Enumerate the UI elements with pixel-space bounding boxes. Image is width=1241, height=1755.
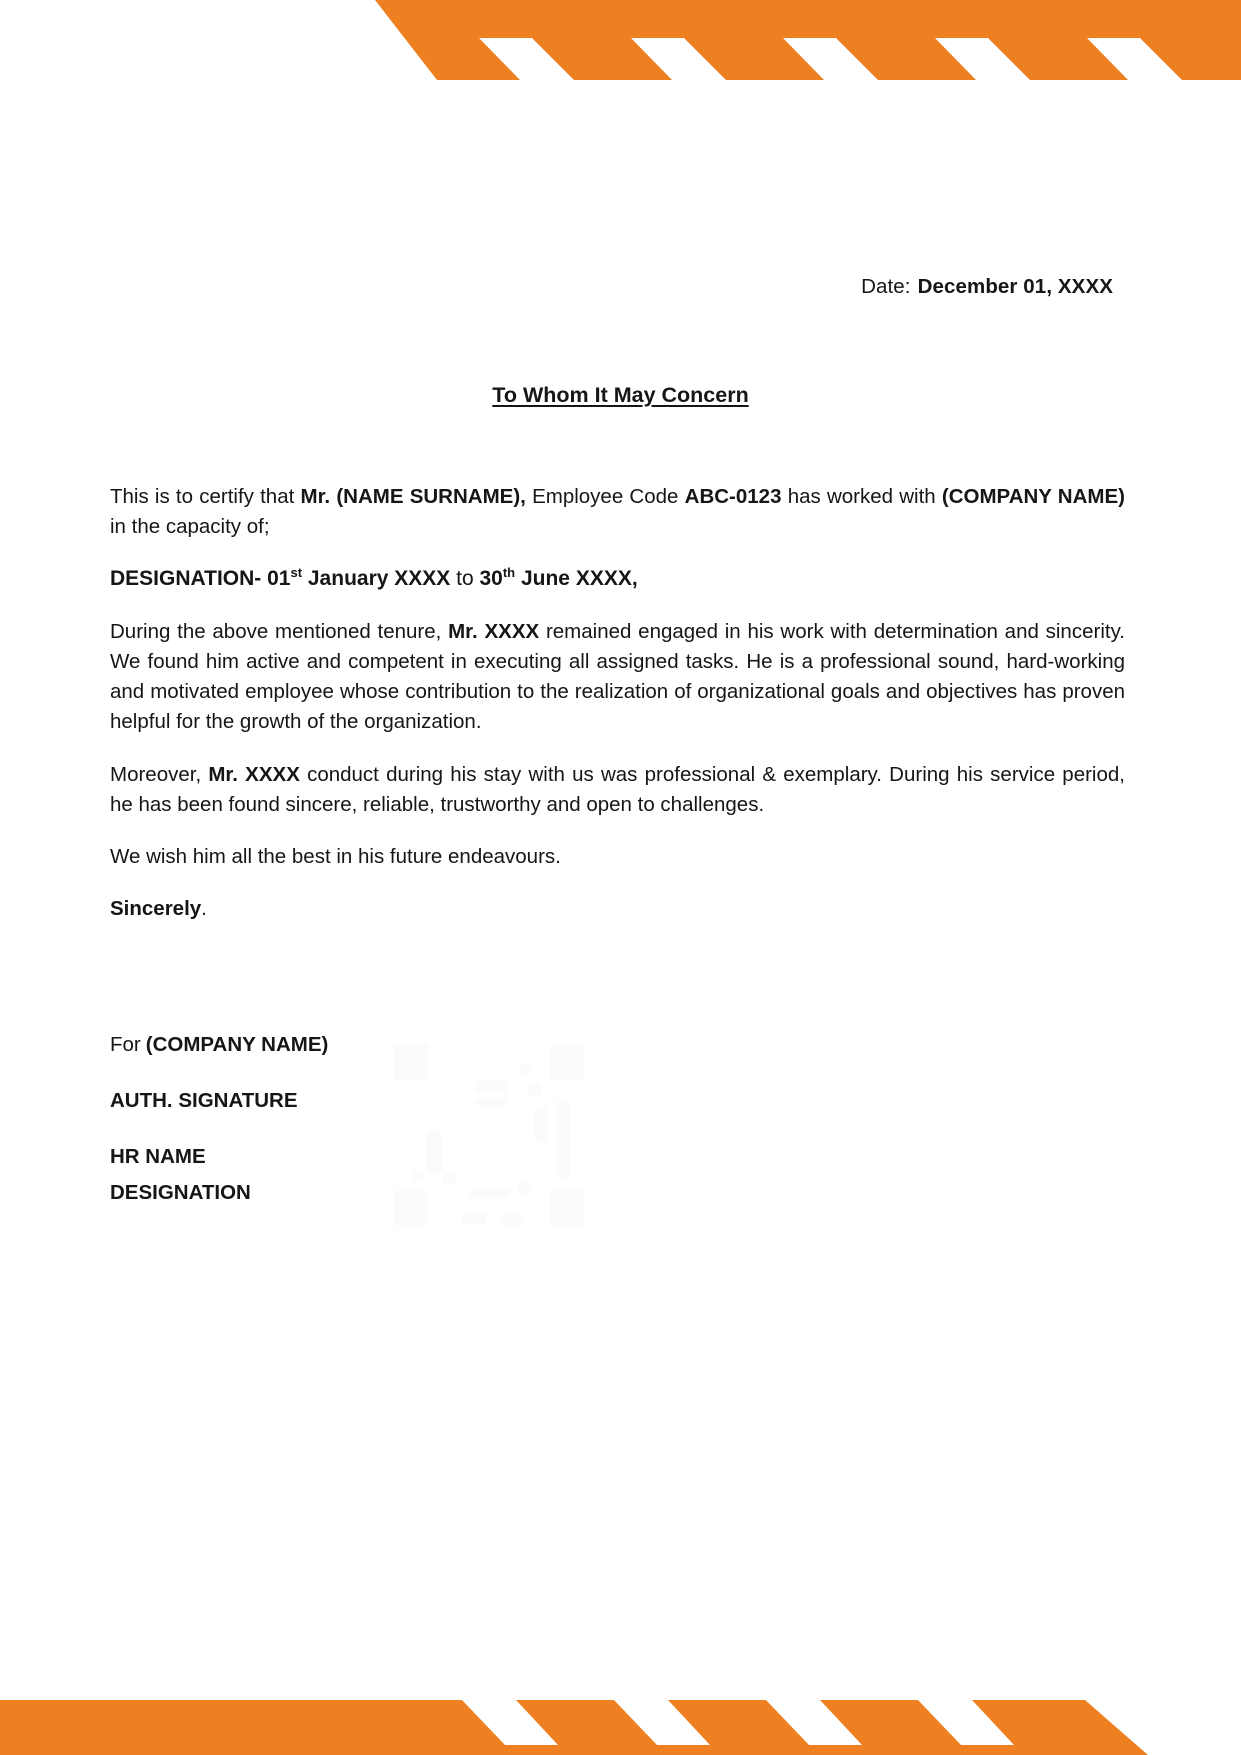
intro-text-a: This is to certify that [110, 485, 301, 508]
designation-connector: to [450, 567, 480, 591]
intro-company-name: (COMPANY NAME) [941, 485, 1125, 508]
sincerely-word: Sincerely [110, 896, 202, 920]
page-title [110, 383, 1131, 408]
signature-designation: DESIGNATION [110, 1181, 251, 1205]
signature-hr-name: HR NAME [110, 1145, 206, 1169]
tenure-text-c: remained engaged in his work with determination and sincerity. We found him active and competent in executing all assigned tasks. He is a professional sound, hard-working and motivated employee whose contribution to the realization of organizational goals and objectives has proven helpful for the growth of the organization. [110, 620, 1125, 734]
paragraph-sincerely [110, 894, 1125, 924]
intro-employee-name: Mr. (NAME SURNAME), [300, 485, 526, 508]
signature-auth-line [110, 1086, 810, 1116]
letter-body [110, 0, 1131, 1755]
paragraph-tenure [110, 617, 1125, 738]
designation-end-month: June XXXX, [515, 567, 638, 591]
paragraph-conduct [110, 760, 1125, 820]
paragraph-designation-period [110, 564, 1125, 595]
tenure-employee-name: Mr. XXXX [448, 620, 540, 644]
designation-start-month: January XXXX [302, 567, 451, 591]
signature-auth-text: AUTH. SIGNATURE [110, 1089, 298, 1113]
intro-employee-code: ABC-0123 [684, 485, 782, 508]
date-line [861, 275, 1113, 299]
paragraph-closing-wish: We wish him all the best in his future endeavours. [110, 844, 561, 868]
signature-for-company [110, 1030, 810, 1060]
signature-block [110, 1030, 810, 1235]
designation-start-ordinal: st [290, 565, 303, 581]
tenure-text-a: During the above mentioned tenure, [110, 620, 449, 644]
designation-end-ordinal: th [502, 565, 516, 581]
conduct-text-a: Moreover, [110, 762, 209, 786]
sincerely-punctuation: . [201, 896, 207, 920]
conduct-employee-name: Mr. XXXX [208, 762, 300, 786]
conduct-text-c: conduct during his stay with us was professional & exemplary. During his service period, he has been found sincere, reliable, trustworthy and open to challenges. [110, 762, 1125, 816]
signature-for-label: For [110, 1033, 141, 1056]
letter-content [110, 482, 1125, 946]
date-label: Date: [861, 275, 911, 298]
intro-text-g: in the capacity of; [110, 515, 270, 539]
date-value: December 01, XXXX [917, 275, 1113, 298]
signature-company-name: (COMPANY NAME) [145, 1033, 329, 1056]
intro-text-c: Employee Code [525, 485, 685, 508]
paragraph-intro [110, 482, 1125, 542]
signature-hr-name-line [110, 1142, 810, 1172]
signature-designation-line [110, 1178, 810, 1208]
designation-label: DESIGNATION- 01 [110, 567, 291, 591]
page-title-text: To Whom It May Concern [492, 383, 749, 407]
designation-end-day: 30 [479, 567, 503, 591]
intro-text-e: has worked with [781, 485, 942, 508]
